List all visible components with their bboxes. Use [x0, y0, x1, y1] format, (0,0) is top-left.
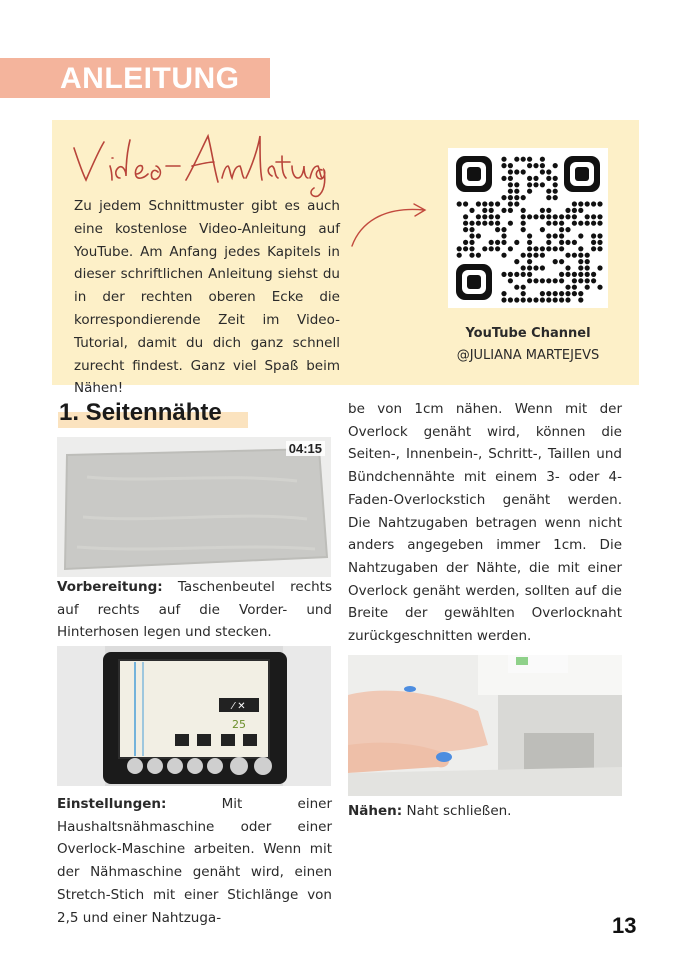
- qr-module: [527, 253, 532, 258]
- qr-module: [591, 201, 596, 206]
- qr-module: [585, 221, 590, 226]
- qr-module: [508, 201, 513, 206]
- video-timestamp: 04:15: [286, 441, 325, 456]
- qr-module: [591, 278, 596, 283]
- qr-module: [514, 189, 519, 194]
- qr-module: [457, 201, 462, 206]
- qr-module: [540, 253, 545, 258]
- qr-module: [585, 214, 590, 219]
- qr-module: [553, 195, 558, 200]
- qr-module: [527, 246, 532, 251]
- qr-module: [597, 221, 602, 226]
- qr-module: [469, 208, 474, 213]
- qr-module: [585, 259, 590, 264]
- qr-module: [546, 208, 551, 213]
- machine-screen-illustration: [57, 646, 331, 786]
- qr-module: [489, 221, 494, 226]
- qr-module: [527, 272, 532, 277]
- youtube-channel-caption: [440, 323, 616, 367]
- qr-module: [521, 208, 526, 213]
- qr-module: [521, 227, 526, 232]
- video-intro-text: Zu jedem Schnittmuster gibt es auch eine kostenlose Video-Anleitung auf YouTube. Am Anfang jedes Kapitels in dieser schriftlichen Anleitung siehst du in der rechten oberen Ecke die korrespondierende Zeit im Video-Tutorial, damit du dich ganz schnell zurecht findest. Ganz viel Spaß beim Nähen!: [74, 198, 340, 397]
- qr-module: [457, 253, 462, 258]
- qr-module: [533, 253, 538, 258]
- qr-module: [597, 214, 602, 219]
- qr-module: [559, 297, 564, 302]
- qr-module: [597, 240, 602, 245]
- sewing-machine-screen-photo: [57, 646, 331, 786]
- qr-module: [572, 221, 577, 226]
- qr-module: [508, 272, 513, 277]
- qr-module: [572, 201, 577, 206]
- qr-module: [521, 272, 526, 277]
- qr-module: [533, 297, 538, 302]
- qr-module: [469, 233, 474, 238]
- qr-module: [527, 259, 532, 264]
- qr-module: [546, 189, 551, 194]
- qr-module: [482, 221, 487, 226]
- page-title: ANLEITUNG: [60, 62, 240, 95]
- qr-module: [585, 278, 590, 283]
- qr-module: [514, 169, 519, 174]
- settings-paragraph-col2: be von 1cm nähen. Wenn mit der Overlock genäht wird, können die Seiten-, Innenbein-, Schritt-, Taillen und Bündchennähte mit einem 3- oder 4-Faden-Overlockstich genäht werden. Die Nahtzugaben betragen wenn nicht anders angegeben immer 1cm. Die Nahtzugaben der Nähte, die mit einer Overlock genäht werden, sollten auf die Breite der gewählten Overlocknaht zurückgeschnitten werden.: [348, 401, 622, 645]
- qr-module: [508, 195, 513, 200]
- qr-module: [597, 201, 602, 206]
- qr-module: [565, 297, 570, 302]
- qr-module: [495, 201, 500, 206]
- qr-module: [489, 240, 494, 245]
- prep-paragraph: [57, 576, 332, 644]
- qr-module: [553, 176, 558, 181]
- qr-module: [597, 285, 602, 290]
- sew-paragraph: [348, 800, 622, 823]
- qr-module: [501, 176, 506, 181]
- qr-module: [591, 214, 596, 219]
- qr-module: [463, 221, 468, 226]
- qr-module: [540, 169, 545, 174]
- qr-module: [585, 272, 590, 277]
- sew-label: Nähen:: [348, 803, 403, 819]
- qr-module: [514, 201, 519, 206]
- qr-module: [553, 182, 558, 187]
- qr-module: [578, 265, 583, 270]
- qr-module: [565, 291, 570, 296]
- qr-module: [514, 240, 519, 245]
- qr-module: [482, 208, 487, 213]
- qr-module: [501, 157, 506, 162]
- qr-module: [533, 214, 538, 219]
- qr-module: [559, 259, 564, 264]
- qr-module: [521, 265, 526, 270]
- qr-module: [514, 272, 519, 277]
- qr-module: [495, 214, 500, 219]
- qr-module: [501, 240, 506, 245]
- qr-module: [597, 233, 602, 238]
- qr-module: [578, 278, 583, 283]
- qr-module: [527, 157, 532, 162]
- qr-module: [565, 265, 570, 270]
- qr-module: [540, 227, 545, 232]
- qr-module: [546, 278, 551, 283]
- section-title: 1. Seitennähte: [59, 399, 222, 426]
- qr-module: [482, 214, 487, 219]
- qr-module: [553, 246, 558, 251]
- youtube-channel-label: YouTube Channel: [465, 326, 591, 341]
- qr-module: [469, 246, 474, 251]
- qr-module: [463, 246, 468, 251]
- qr-module: [578, 259, 583, 264]
- qr-module: [553, 214, 558, 219]
- qr-module: [546, 221, 551, 226]
- qr-module: [572, 272, 577, 277]
- qr-module: [533, 278, 538, 283]
- qr-module: [501, 227, 506, 232]
- qr-module: [489, 201, 494, 206]
- qr-module: [508, 169, 513, 174]
- qr-module: [514, 259, 519, 264]
- qr-module: [501, 253, 506, 258]
- qr-module: [578, 221, 583, 226]
- qr-module: [578, 201, 583, 206]
- qr-module: [508, 189, 513, 194]
- qr-module: [482, 201, 487, 206]
- qr-module: [508, 221, 513, 226]
- qr-module: [546, 240, 551, 245]
- qr-module: [540, 157, 545, 162]
- qr-module: [540, 246, 545, 251]
- qr-module: [553, 189, 558, 194]
- qr-module: [591, 246, 596, 251]
- qr-module: [591, 240, 596, 245]
- qr-module: [546, 233, 551, 238]
- qr-module: [508, 176, 513, 181]
- qr-module: [540, 265, 545, 270]
- qr-module: [527, 278, 532, 283]
- qr-module: [501, 233, 506, 238]
- qr-module: [559, 233, 564, 238]
- qr-module: [514, 297, 519, 302]
- qr-module: [521, 214, 526, 219]
- qr-module: [469, 221, 474, 226]
- curved-arrow-icon: [348, 198, 432, 250]
- qr-module: [540, 291, 545, 296]
- qr-module: [540, 163, 545, 168]
- qr-module: [546, 195, 551, 200]
- qr-module: [495, 240, 500, 245]
- youtube-qr-code[interactable]: [448, 148, 608, 308]
- qr-module: [514, 182, 519, 187]
- qr-module: [565, 227, 570, 232]
- qr-module: [540, 278, 545, 283]
- qr-module: [463, 227, 468, 232]
- qr-module: [565, 253, 570, 258]
- qr-module: [489, 246, 494, 251]
- qr-module: [572, 285, 577, 290]
- qr-module: [508, 182, 513, 187]
- qr-module: [521, 285, 526, 290]
- qr-module: [546, 246, 551, 251]
- qr-module: [495, 246, 500, 251]
- qr-module: [578, 253, 583, 258]
- qr-module: [495, 221, 500, 226]
- qr-module: [559, 221, 564, 226]
- qr-module: [514, 195, 519, 200]
- qr-module: [482, 246, 487, 251]
- qr-module: [489, 214, 494, 219]
- qr-module: [578, 208, 583, 213]
- qr-module: [476, 214, 481, 219]
- qr-module: [553, 278, 558, 283]
- qr-module: [578, 233, 583, 238]
- qr-code-graphic: [448, 148, 608, 308]
- qr-module: [585, 265, 590, 270]
- qr-module: [533, 246, 538, 251]
- qr-module: [457, 246, 462, 251]
- sewing-hands-photo: [348, 655, 622, 796]
- qr-module: [508, 208, 513, 213]
- qr-module: [476, 233, 481, 238]
- qr-module: [559, 278, 564, 283]
- qr-module: [546, 214, 551, 219]
- qr-module: [591, 272, 596, 277]
- fabric-illustration: [57, 437, 331, 577]
- qr-module: [572, 214, 577, 219]
- qr-module: [572, 208, 577, 213]
- qr-module: [565, 214, 570, 219]
- sew-text: Naht schließen.: [402, 803, 512, 819]
- qr-module: [578, 272, 583, 277]
- qr-module: [527, 214, 532, 219]
- prep-text: Taschenbeutel rechts auf rechts auf die Vorder- und Hinterhosen legen und stecken.: [57, 579, 332, 641]
- qr-module: [540, 297, 545, 302]
- qr-module: [565, 285, 570, 290]
- qr-module: [546, 169, 551, 174]
- qr-module: [476, 221, 481, 226]
- prep-label: Vorbereitung:: [57, 579, 163, 595]
- qr-module: [469, 227, 474, 232]
- page-number: 13: [612, 913, 637, 938]
- qr-module: [578, 246, 583, 251]
- qr-module: [514, 157, 519, 162]
- video-anleitung-script-heading: [68, 126, 328, 200]
- settings-label: Einstellungen:: [57, 796, 167, 812]
- qr-module: [559, 240, 564, 245]
- qr-module: [501, 163, 506, 168]
- qr-module: [501, 195, 506, 200]
- qr-module: [521, 253, 526, 258]
- qr-module: [572, 253, 577, 258]
- qr-module: [597, 265, 602, 270]
- qr-module: [585, 201, 590, 206]
- qr-module: [527, 265, 532, 270]
- fabric-photo: [57, 437, 331, 577]
- qr-module: [553, 291, 558, 296]
- qr-module: [578, 297, 583, 302]
- sewing-illustration: [348, 655, 622, 796]
- settings-paragraph-col1: [57, 793, 332, 929]
- qr-module: [591, 221, 596, 226]
- qr-module: [508, 278, 513, 283]
- qr-module: [469, 240, 474, 245]
- qr-module: [578, 291, 583, 296]
- qr-module: [553, 221, 558, 226]
- qr-module: [527, 163, 532, 168]
- settings-text-col1: Mit einer Haushaltsnähmaschine oder einer Overlock-Maschine arbeiten. Wenn mit der Nähmaschine genäht wird, einen Stretch-Stich mit einer Stichlänge von 2,5 und einer Nahtzuga-: [57, 796, 332, 926]
- qr-module: [559, 227, 564, 232]
- qr-module: [540, 208, 545, 213]
- qr-module: [521, 169, 526, 174]
- qr-module: [559, 246, 564, 251]
- qr-module: [546, 297, 551, 302]
- qr-module: [559, 272, 564, 277]
- qr-module: [463, 214, 468, 219]
- qr-module: [553, 233, 558, 238]
- qr-module: [508, 163, 513, 168]
- qr-module: [476, 253, 481, 258]
- qr-module: [508, 246, 513, 251]
- qr-module: [521, 221, 526, 226]
- qr-module: [495, 227, 500, 232]
- qr-module: [546, 291, 551, 296]
- qr-module: [533, 163, 538, 168]
- qr-module: [572, 291, 577, 296]
- qr-module: [501, 297, 506, 302]
- stitch-length-value: 25: [232, 718, 246, 731]
- qr-module: [533, 176, 538, 181]
- qr-module: [527, 176, 532, 181]
- qr-module: [527, 189, 532, 194]
- qr-module: [501, 208, 506, 213]
- qr-module: [521, 297, 526, 302]
- qr-module: [553, 297, 558, 302]
- qr-module: [463, 201, 468, 206]
- qr-module: [565, 240, 570, 245]
- qr-module: [489, 208, 494, 213]
- qr-module: [533, 182, 538, 187]
- qr-module: [591, 233, 596, 238]
- qr-module: [527, 182, 532, 187]
- qr-module: [553, 163, 558, 168]
- qr-module: [572, 240, 577, 245]
- qr-module: [533, 265, 538, 270]
- svg-text:⁄ ✕: ⁄ ✕: [232, 701, 246, 712]
- qr-module: [565, 272, 570, 277]
- qr-module: [565, 208, 570, 213]
- qr-module: [572, 278, 577, 283]
- qr-module: [559, 291, 564, 296]
- qr-module: [527, 240, 532, 245]
- qr-module: [521, 291, 526, 296]
- qr-module: [553, 259, 558, 264]
- qr-module: [527, 297, 532, 302]
- qr-module: [546, 176, 551, 181]
- qr-module: [469, 253, 474, 258]
- qr-module: [508, 297, 513, 302]
- qr-module: [521, 195, 526, 200]
- qr-module: [514, 285, 519, 290]
- qr-module: [585, 253, 590, 258]
- qr-module: [540, 214, 545, 219]
- qr-module: [501, 272, 506, 277]
- qr-module: [527, 233, 532, 238]
- qr-module: [597, 246, 602, 251]
- qr-module: [540, 182, 545, 187]
- qr-module: [463, 240, 468, 245]
- qr-module: [476, 201, 481, 206]
- youtube-channel-handle: @JULIANA MARTEJEVS: [456, 348, 600, 363]
- qr-module: [501, 291, 506, 296]
- qr-module: [585, 285, 590, 290]
- qr-module: [521, 157, 526, 162]
- qr-module: [559, 214, 564, 219]
